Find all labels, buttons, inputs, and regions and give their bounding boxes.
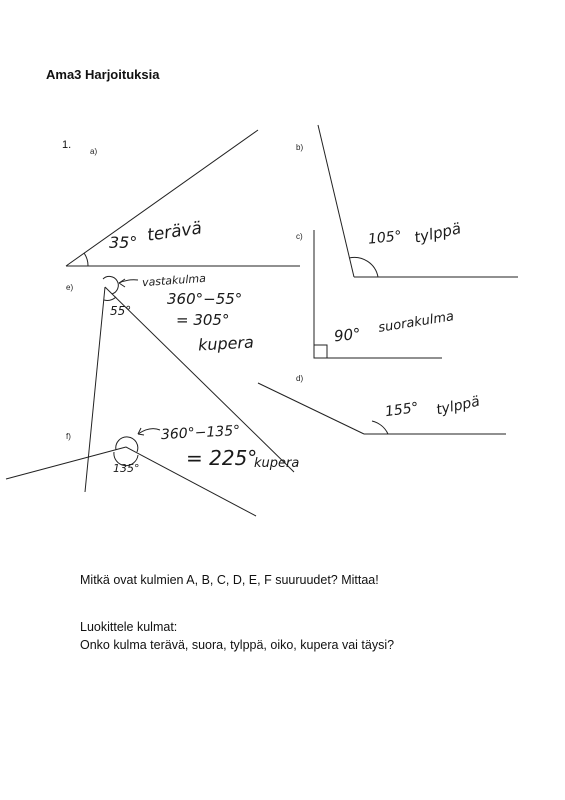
angle-c-type: suorakulma xyxy=(377,309,456,336)
angle-e-arc xyxy=(104,297,116,300)
angle-d-type: tylppä xyxy=(434,393,482,419)
angle-d-arc xyxy=(372,421,388,434)
angle-c-right-angle-mark xyxy=(314,345,327,358)
angle-e-note: vastakulma xyxy=(141,271,207,290)
angle-f-type: kupera xyxy=(254,456,300,471)
question-classify-heading: Luokittele kulmat: xyxy=(80,620,178,634)
angle-e-calc: 360°−55° xyxy=(167,290,243,308)
angle-b-value: 105° xyxy=(367,228,403,248)
figure-label-a: a) xyxy=(90,147,98,156)
angle-f-reflex-arc xyxy=(116,437,138,452)
angle-f-left-ray xyxy=(6,447,126,479)
angle-a-arc xyxy=(84,253,88,266)
page-title: Ama3 Harjoituksia xyxy=(46,67,160,82)
angle-d-value: 155° xyxy=(384,399,420,421)
angle-e-result: = 305° xyxy=(176,311,230,329)
angle-e-arrowhead xyxy=(119,279,125,287)
angle-a-type: terävä xyxy=(145,218,204,246)
angle-f-calc: 360°−135° xyxy=(160,422,241,444)
figure-label-f: f) xyxy=(66,432,71,441)
angle-a-value: 35° xyxy=(109,233,138,252)
angle-e-value: 55° xyxy=(110,304,132,318)
angle-e-type: kupera xyxy=(197,332,255,355)
figure-label-e: e) xyxy=(66,283,74,292)
angle-d-left-ray xyxy=(258,383,364,434)
angle-f-value: 135° xyxy=(113,462,140,475)
figure-label-d: d) xyxy=(296,374,304,383)
figure-label-c: c) xyxy=(296,232,303,241)
angle-b-upper-ray xyxy=(318,125,354,277)
angle-f-result: = 225° xyxy=(186,446,258,470)
angle-e-reflex-arc xyxy=(103,276,118,294)
exercise-number: 1. xyxy=(62,139,72,151)
angle-b-type: tylppä xyxy=(412,219,463,247)
figure-label-b: b) xyxy=(296,143,304,152)
angle-f-annotation-arrow xyxy=(138,429,160,434)
angle-c-value: 90° xyxy=(333,324,362,346)
question-measure: Mitkä ovat kulmien A, B, C, D, E, F suuruudet? Mittaa! xyxy=(80,573,379,587)
question-classify: Onko kulma terävä, suora, tylppä, oiko, kupera vai täysi? xyxy=(80,638,395,652)
angle-e-down-ray xyxy=(85,287,105,492)
